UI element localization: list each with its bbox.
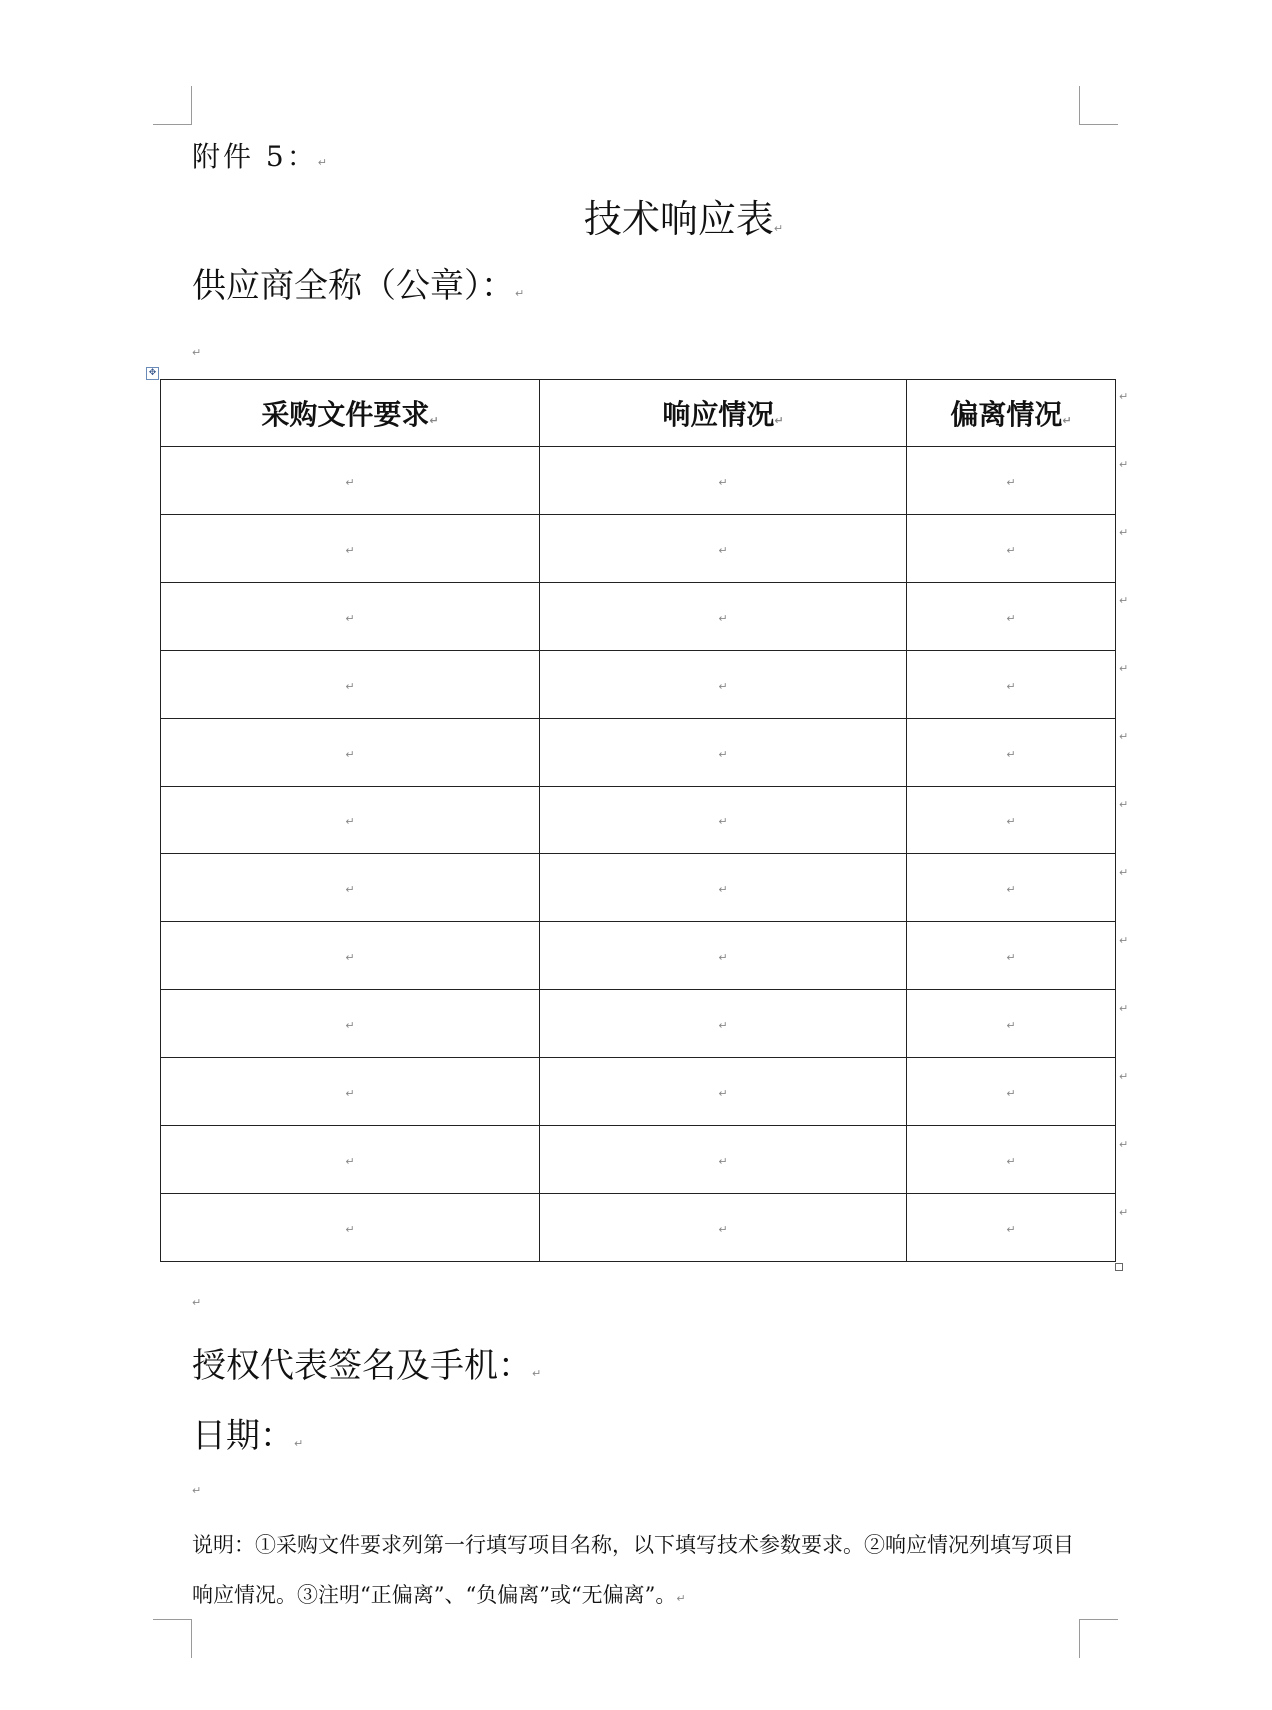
cell-paragraph-mark-icon: ↵ (345, 815, 355, 829)
cell-paragraph-mark-icon: ↵ (1006, 951, 1016, 965)
table-cell[interactable] (907, 582, 1116, 650)
row-end-mark-icon: ↵ (1119, 594, 1129, 607)
note-paragraph: 说明：①采购文件要求列第一行填写项目名称，以下填写技术参数要求。②响应情况列填写项目响应情况。③注明“正偏离”、“负偏离”或“无偏离”。↵ (192, 1533, 1074, 1607)
cell-paragraph-mark-icon: ↵ (1006, 679, 1016, 693)
table-cell[interactable] (540, 1058, 907, 1126)
table-resize-handle-icon[interactable] (1115, 1263, 1123, 1271)
cell-paragraph-mark-icon: ↵ (345, 747, 355, 761)
header-cell: 采购文件要求↵ (161, 380, 540, 447)
cell-paragraph-mark-icon: ↵ (1006, 1019, 1016, 1033)
attachment-label: 附件 5：↵ (192, 140, 330, 173)
cell-paragraph-mark-icon: ↵ (1006, 475, 1016, 489)
paragraph-mark-icon: ↵ (294, 1437, 304, 1450)
table-row (161, 1126, 1116, 1194)
table-cell[interactable] (907, 514, 1116, 582)
table-cell[interactable] (540, 514, 907, 582)
table-cell[interactable] (540, 718, 907, 786)
table-cell[interactable] (907, 1193, 1116, 1261)
row-end-mark-icon: ↵ (1119, 866, 1129, 879)
cell-paragraph-mark-icon: ↵ (345, 1019, 355, 1033)
table-cell[interactable] (907, 922, 1116, 990)
cell-paragraph-mark-icon: ↵ (718, 1019, 728, 1033)
table-cell[interactable] (907, 854, 1116, 922)
header-cell: 偏离情况↵ (907, 380, 1116, 447)
table-row (161, 1193, 1116, 1261)
row-end-mark-icon: ↵ (1119, 730, 1129, 743)
cell-paragraph-mark-icon: ↵ (1006, 815, 1016, 829)
table-cell[interactable] (540, 650, 907, 718)
row-end-mark-icon: ↵ (1119, 798, 1129, 811)
table-cell[interactable] (161, 990, 540, 1058)
row-end-mark-icon: ↵ (1119, 1206, 1129, 1219)
table-cell[interactable] (161, 786, 540, 854)
cell-paragraph-mark-icon: ↵ (1006, 543, 1016, 557)
cell-paragraph-mark-icon: ↵ (718, 1087, 728, 1101)
table-cell[interactable] (161, 447, 540, 515)
cell-paragraph-mark-icon: ↵ (345, 543, 355, 557)
cell-paragraph-mark-icon: ↵ (718, 883, 728, 897)
table-cell[interactable] (540, 854, 907, 922)
table-cell[interactable] (907, 650, 1116, 718)
paragraph-mark-icon: ↵ (515, 287, 525, 300)
page-corner-top-right (1079, 86, 1118, 125)
cell-paragraph-mark-icon: ↵ (718, 747, 728, 761)
table-cell[interactable] (161, 854, 540, 922)
row-end-mark-icon: ↵ (1119, 1002, 1129, 1015)
table-cell[interactable] (907, 990, 1116, 1058)
cell-paragraph-mark-icon: ↵ (345, 1087, 355, 1101)
table-row (161, 718, 1116, 786)
table-cell[interactable] (540, 447, 907, 515)
cell-paragraph-mark-icon: ↵ (718, 475, 728, 489)
table-row (161, 922, 1116, 990)
table-cell[interactable] (540, 1193, 907, 1261)
table-cell[interactable] (907, 1126, 1116, 1194)
table-row (161, 650, 1116, 718)
cell-paragraph-mark-icon: ↵ (1006, 883, 1016, 897)
cell-paragraph-mark-icon: ↵ (718, 1155, 728, 1169)
supplier-label: 供应商全称（公章）：↵ (192, 266, 525, 306)
table-row (161, 514, 1116, 582)
cell-paragraph-mark-icon: ↵ (345, 1155, 355, 1169)
paragraph-mark-icon: ↵ (317, 156, 330, 169)
table-cell[interactable] (907, 1058, 1116, 1126)
cell-paragraph-mark-icon: ↵ (345, 475, 355, 489)
table-cell[interactable] (161, 1193, 540, 1261)
table-cell[interactable] (161, 582, 540, 650)
table-cell[interactable] (161, 922, 540, 990)
cell-paragraph-mark-icon: ↵ (718, 679, 728, 693)
cell-paragraph-mark-icon: ↵ (345, 951, 355, 965)
table-move-handle-icon[interactable]: ✥ (146, 367, 159, 380)
cell-paragraph-mark-icon: ↵ (718, 1222, 728, 1236)
empty-paragraph-mark-icon: ↵ (192, 346, 202, 359)
paragraph-mark-icon: ↵ (532, 1367, 542, 1380)
row-end-mark-icon: ↵ (1119, 662, 1129, 675)
date-label: 日期：↵ (192, 1416, 304, 1456)
table-cell[interactable] (161, 650, 540, 718)
empty-paragraph-mark-icon: ↵ (192, 1484, 202, 1497)
row-end-mark-icon: ↵ (1119, 1070, 1129, 1083)
paragraph-mark-icon: ↵ (773, 222, 784, 235)
table-cell[interactable] (161, 1058, 540, 1126)
technical-response-table (160, 379, 1116, 1262)
table-cell[interactable] (907, 447, 1116, 515)
table-cell[interactable] (161, 1126, 540, 1194)
cell-paragraph-mark-icon: ↵ (1006, 1155, 1016, 1169)
cell-paragraph-mark-icon: ↵ (718, 951, 728, 965)
cell-paragraph-mark-icon: ↵ (1006, 1087, 1016, 1101)
row-end-mark-icon: ↵ (1119, 1138, 1129, 1151)
cell-paragraph-mark-icon: ↵ (345, 883, 355, 897)
page-title: 技术响应表↵ (583, 197, 784, 241)
table-header-row (161, 380, 1116, 447)
row-end-mark-icon: ↵ (1119, 934, 1129, 947)
cell-paragraph-mark-icon: ↵ (1006, 1222, 1016, 1236)
signature-label: 授权代表签名及手机：↵ (192, 1346, 542, 1386)
empty-paragraph-mark-icon: ↵ (192, 1296, 202, 1309)
cell-paragraph-mark-icon: ↵ (345, 611, 355, 625)
cell-paragraph-mark-icon: ↵ (345, 679, 355, 693)
cell-paragraph-mark-icon: ↵ (345, 1222, 355, 1236)
table-cell[interactable] (540, 582, 907, 650)
cell-paragraph-mark-icon: ↵ (1006, 611, 1016, 625)
row-end-mark-icon: ↵ (1119, 458, 1129, 471)
paragraph-mark-icon: ↵ (676, 1592, 686, 1605)
table-row (161, 1058, 1116, 1126)
row-end-mark-icon: ↵ (1119, 526, 1129, 539)
table-cell[interactable] (540, 990, 907, 1058)
table-cell[interactable] (540, 922, 907, 990)
page-corner-bottom-left (153, 1619, 192, 1658)
cell-paragraph-mark-icon: ↵ (718, 611, 728, 625)
table-cell[interactable] (540, 1126, 907, 1194)
table-row (161, 990, 1116, 1058)
table-cell[interactable] (907, 786, 1116, 854)
table-cell[interactable] (161, 514, 540, 582)
page-corner-bottom-right (1079, 1619, 1118, 1658)
table-cell[interactable] (907, 718, 1116, 786)
table-cell[interactable] (540, 786, 907, 854)
cell-paragraph-mark-icon: ↵ (718, 543, 728, 557)
page-corner-top-left (153, 86, 192, 125)
table-cell[interactable] (161, 718, 540, 786)
table-row (161, 786, 1116, 854)
row-end-mark-icon: ↵ (1119, 390, 1129, 403)
cell-paragraph-mark-icon: ↵ (1006, 747, 1016, 761)
table-row (161, 447, 1116, 515)
cell-paragraph-mark-icon: ↵ (718, 815, 728, 829)
table-row (161, 582, 1116, 650)
header-cell: 响应情况↵ (540, 380, 907, 447)
table-row (161, 854, 1116, 922)
